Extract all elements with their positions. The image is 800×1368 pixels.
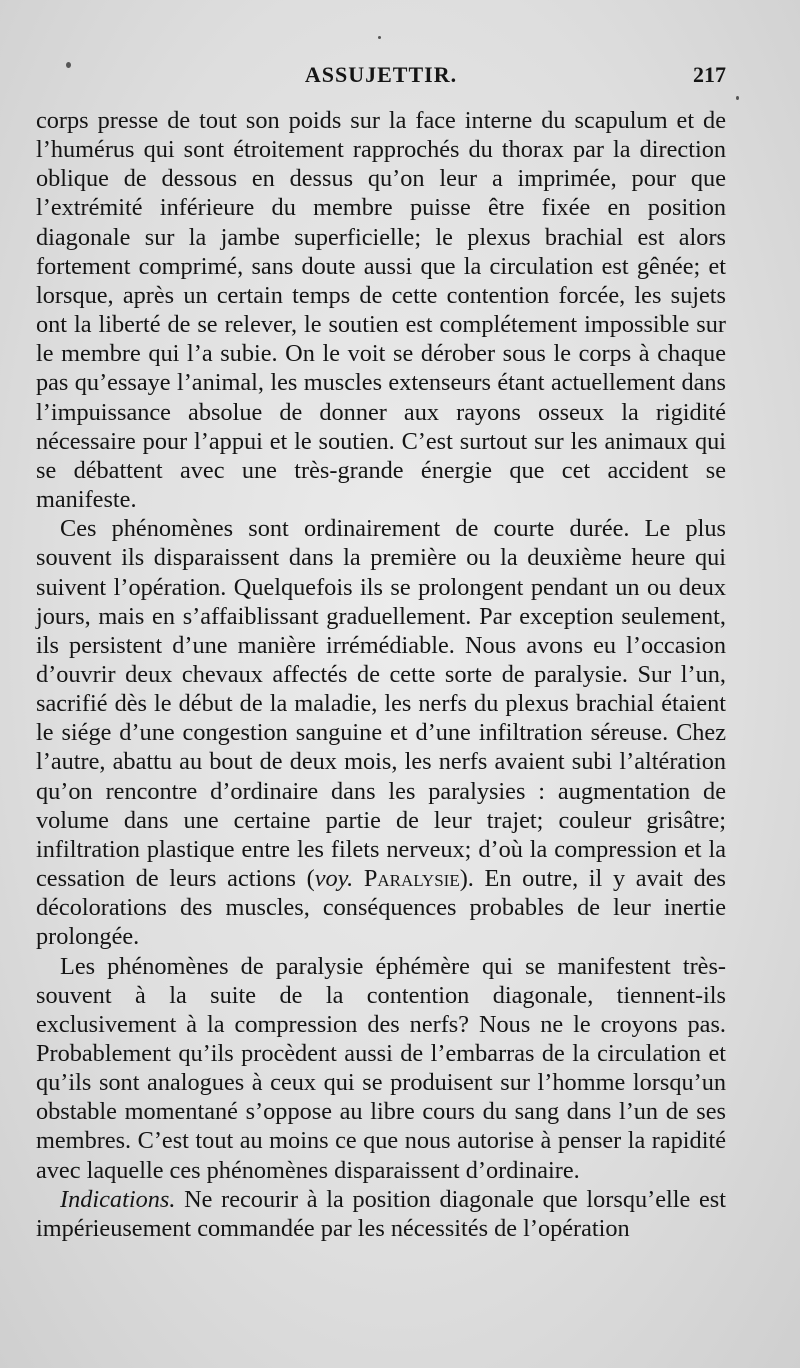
paragraph-4-lead-italic: Indications. (60, 1185, 176, 1213)
paper-speck (66, 62, 71, 68)
paragraph-2-text: Ces phénomènes sont ordinairement de courte durée. Le plus souvent ils disparaissent dans la première ou la deuxième heure qui suivent l’opération. Quelquefois ils se prolongent pendant un ou deux jours, mais en s’affaiblissant graduellement. Par exception seulement, ils persistent d’une manière irrémédiable. Nous avons eu l’occasion d’ouvrir deux chevaux affectés de cette sorte de paralysie. Sur l’un, sacrifié dès le début de la maladie, les nerfs du plexus brachial étaient le siége d’une congestion sanguine et d’une infiltration séreuse. Chez l’autre, abattu au bout de deux mois, les nerfs avaient subi l’altération qu’on rencontre d’ordinaire dans les paralysies : augmentation de volume dans une certaine partie de leur trajet; couleur grisâtre; infiltration plastique entre les filets nerveux; d’où la compression et la cessation de leurs actions ( (36, 515, 726, 893)
paragraph-1-text: corps presse de tout son poids sur la face interne du scapulum et de l’humérus qui sont étroitement rapprochés du thorax par la direction oblique de dessous en dessus qu’on leur a imprimée, pour que l’extrémité inférieure du membre puisse être fixée en position diagonale sur la jambe superficielle; le plexus brachial est alors fortement comprimé, sans doute aussi que la circulation est gênée; et lorsque, après un certain temps de cette contention forcée, les sujets ont la liberté de se relever, le soutien est complétement impossible sur le membre qui l’a subie. On le voit se dérober sous le corps à chaque pas qu’essaye l’animal, les muscles extenseurs étant actuellement dans l’impuissance absolue de donner aux rayons osseux la rigidité nécessaire pour l’appui et le soutien. C’est surtout sur les animaux qui se débattent avec une très-grande énergie que cet accident se manifeste. (36, 107, 726, 514)
paper-speck (378, 36, 381, 39)
paragraph-2-italic: voy. (314, 865, 354, 893)
paragraph-4 (36, 1185, 726, 1243)
body-text (36, 106, 726, 1243)
paragraph-2-text-after: ). En outre, il y avait des décolorations des muscles, conséquences probables de leur inertie prolongée. (36, 865, 727, 951)
paragraph-2 (36, 514, 726, 951)
page-header-title: ASSUJETTIR. (304, 62, 458, 87)
paragraph-3-text: Les phénomènes de paralysie éphémère qui se manifestent très-souvent à la suite de la contention diagonale, tiennent-ils exclusivement à la compression des nerfs? Nous ne le croyons pas. Probablement qu’ils procèdent aussi de l’embarras de la circulation et qu’ils sont analogues à ceux qui se produisent sur l’homme lorsqu’un obstable momentané s’oppose au libre cours du sang dans l’un de ses membres. C’est tout au moins ce que nous autorise à penser la rapidité avec laquelle ces phénomènes disparaissent d’ordinaire. (36, 952, 726, 1184)
paper-speck (736, 96, 739, 100)
paragraph-2-smallcaps: Paralysie (363, 865, 460, 893)
running-head (36, 62, 726, 90)
paragraph-1 (36, 106, 726, 514)
paragraph-4-text: Ne recourir à la position diagonale que lorsqu’elle est impérieusement commandée par les nécessités de l’opération (36, 1185, 726, 1242)
page-number: 217 (693, 62, 726, 87)
paragraph-3 (36, 952, 726, 1185)
